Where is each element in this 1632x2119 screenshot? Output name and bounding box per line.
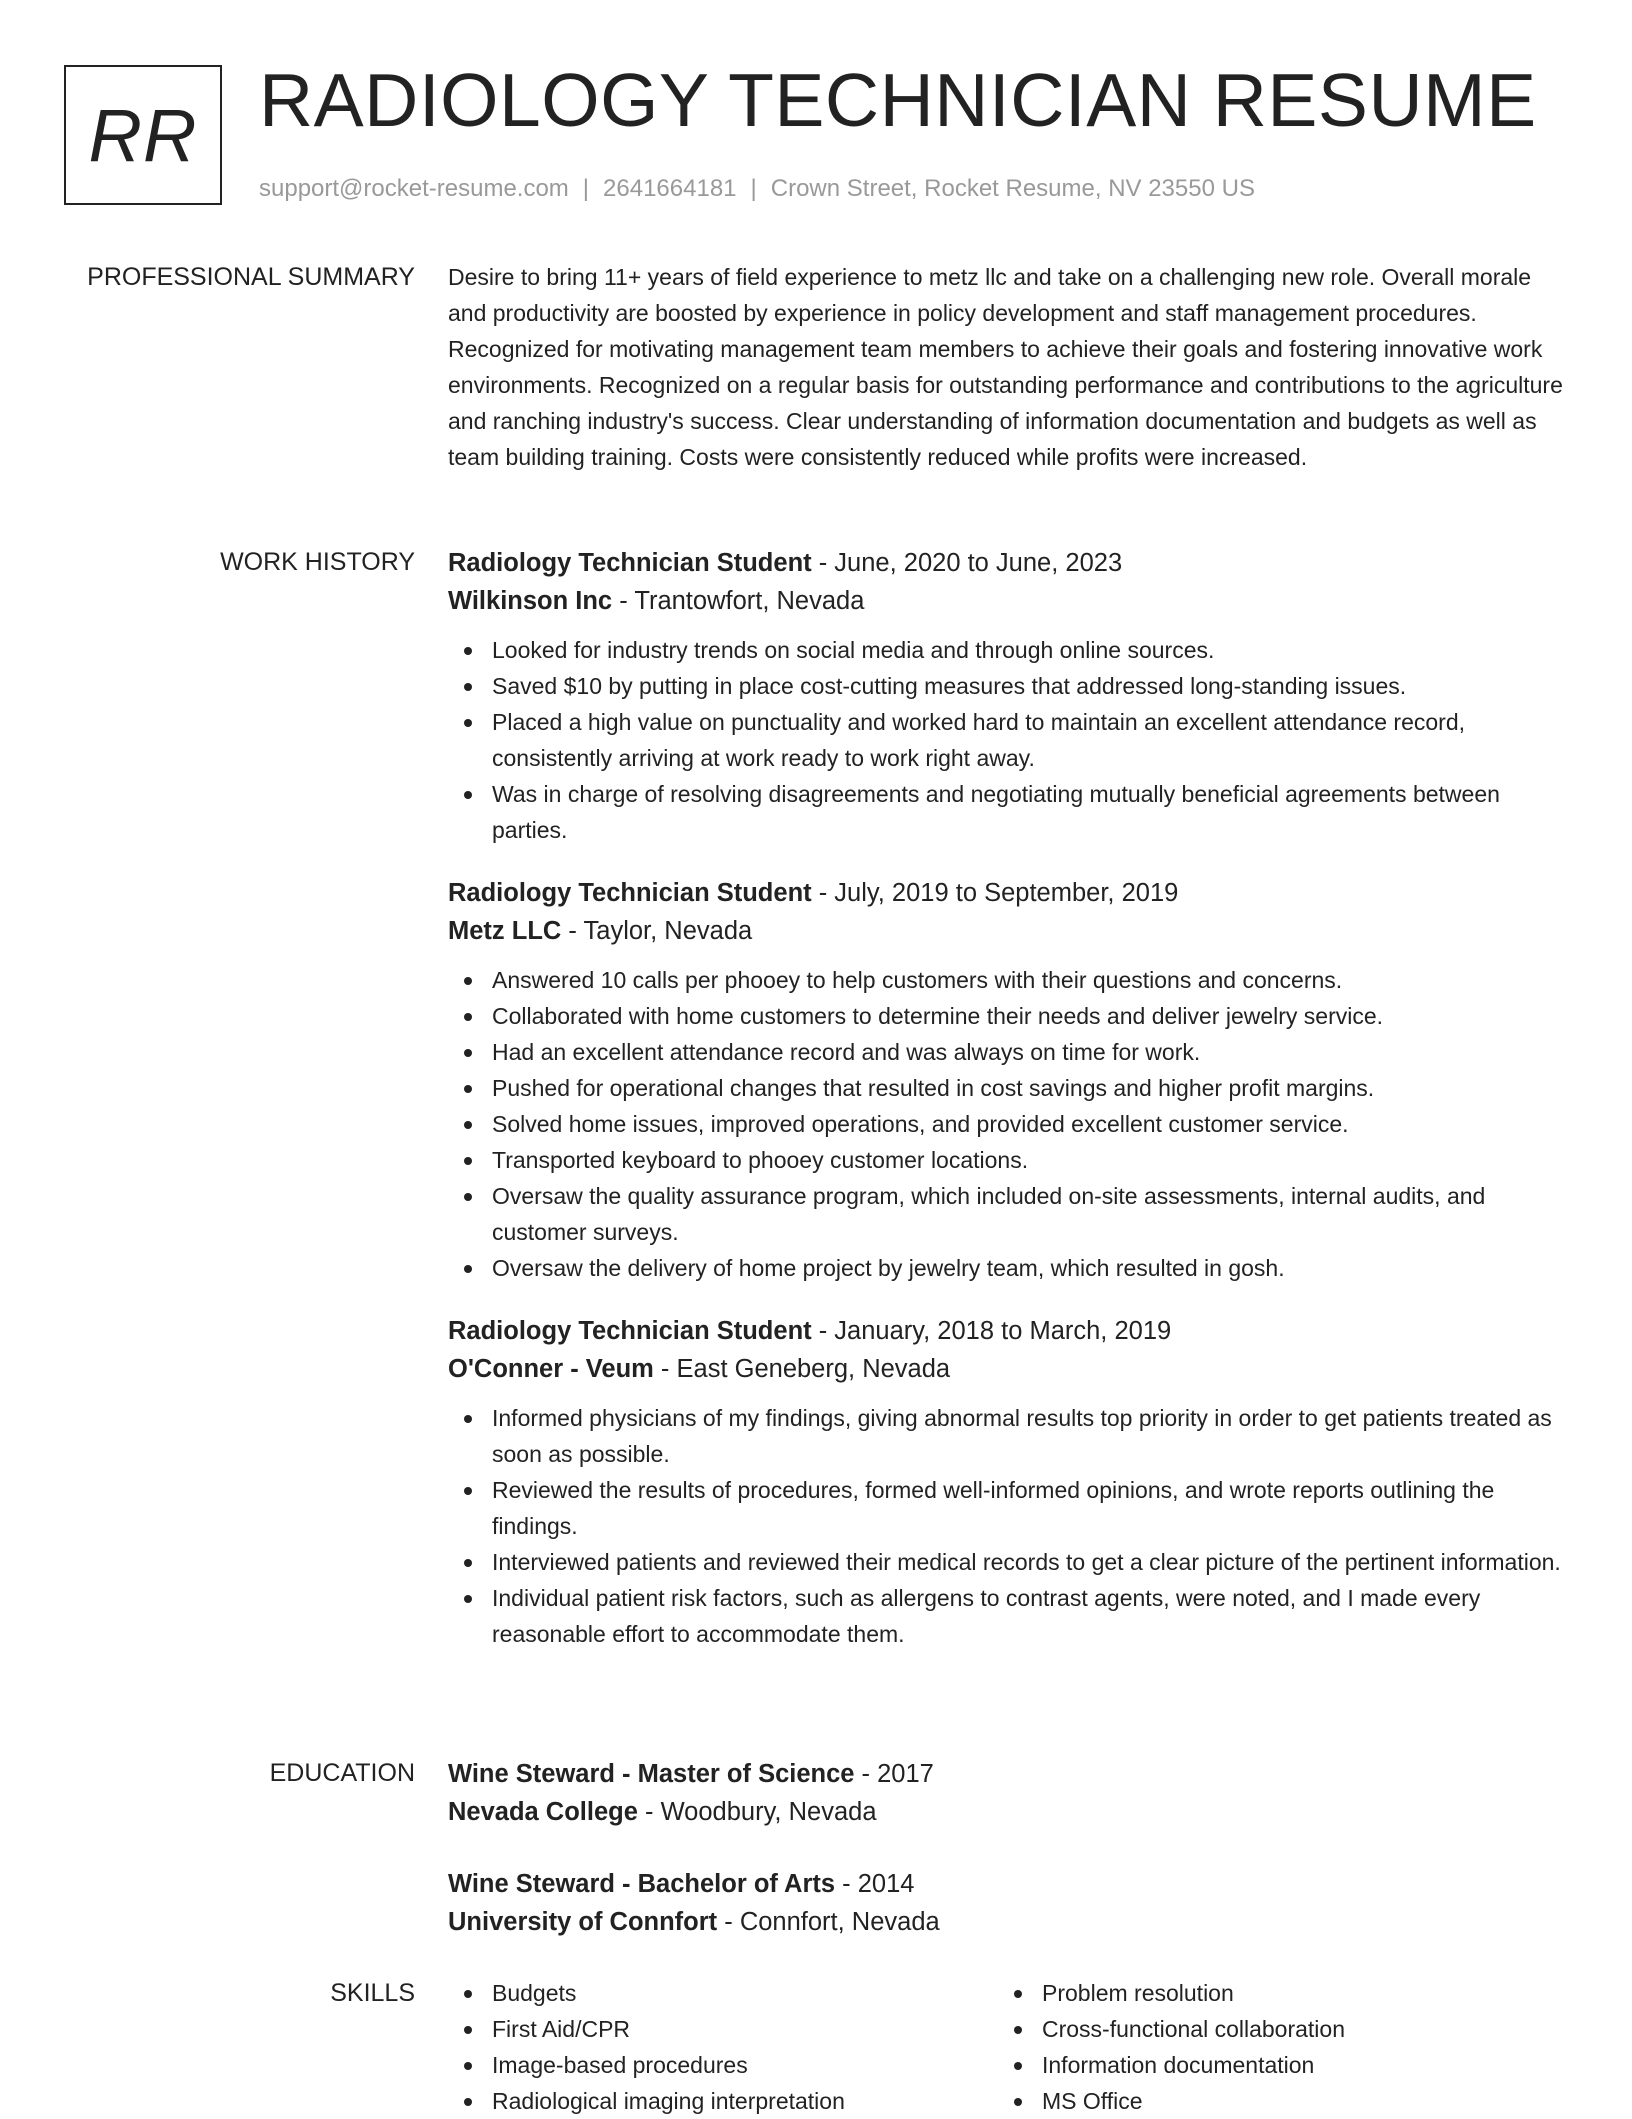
work-history-body	[448, 544, 1568, 1678]
job-company: Metz LLC	[448, 917, 562, 945]
job-bullet: Solved home issues, improved operations, and provided excellent customer service.	[448, 1106, 1568, 1142]
contact-phone[interactable]: 2641664181	[603, 175, 737, 202]
education-school-line	[448, 1793, 1568, 1831]
skill-item: Problem resolution	[998, 1975, 1548, 2011]
section-heading-education: EDUCATION	[269, 1759, 415, 1787]
job-title-line	[448, 544, 1568, 582]
job-company: Wilkinson Inc	[448, 587, 613, 615]
education-school-line	[448, 1903, 1568, 1941]
job-bullet: Had an excellent attendance record and was always on time for work.	[448, 1034, 1568, 1070]
contact-separator: |	[582, 175, 590, 202]
job-title-line	[448, 1312, 1568, 1350]
education-entry	[448, 1865, 1568, 1941]
contact-email[interactable]: support@rocket-resume.com	[259, 175, 569, 202]
section-heading-skills: SKILLS	[330, 1979, 415, 2007]
contact-separator: |	[750, 175, 757, 202]
skills-body	[448, 1975, 1568, 2119]
job-bullet: Reviewed the results of procedures, formed well-informed opinions, and wrote reports outlining the findings.	[448, 1472, 1568, 1544]
section-heading-summary: PROFESSIONAL SUMMARY	[87, 263, 415, 291]
job-bullet: Was in charge of resolving disagreements and negotiating mutually beneficial agreements between parties.	[448, 776, 1568, 848]
job-bullet: Interviewed patients and reviewed their medical records to get a clear picture of the pertinent information.	[448, 1544, 1568, 1580]
job-title: Radiology Technician Student	[448, 879, 812, 907]
skill-item: Budgets	[448, 1975, 998, 2011]
job-bullet-list	[448, 632, 1568, 848]
education-degree-line	[448, 1865, 1568, 1903]
job-bullet-list	[448, 962, 1568, 1286]
education-year: - 2017	[854, 1760, 934, 1788]
education-location: - Connfort, Nevada	[717, 1908, 940, 1936]
job-bullet: Pushed for operational changes that resulted in cost savings and higher profit margins.	[448, 1070, 1568, 1106]
job-title: Radiology Technician Student	[448, 1317, 812, 1345]
job-bullet: Looked for industry trends on social media and through online sources.	[448, 632, 1568, 668]
resume-header	[64, 58, 1568, 215]
job-dates: - June, 2020 to June, 2023	[811, 549, 1123, 577]
education-body	[448, 1755, 1568, 1975]
skills-column-right	[998, 1975, 1548, 2119]
job-entry	[448, 874, 1568, 1286]
summary-text: Desire to bring 11+ years of field experience to metz llc and take on a challenging new role. Overall morale and productivity are boosted by experience in policy development and staff management procedures. Recognized for motivating management team members to achieve their goals and fostering innovative work environments. Recognized on a regular basis for outstanding performance and contributions to the agriculture and ranching industry's success. Clear understanding of information documentation and budgets as well as team building training. Costs were consistently reduced while profits were increased.	[448, 264, 1563, 470]
job-bullet: Oversaw the quality assurance program, which included on-site assessments, internal audits, and customer surveys.	[448, 1178, 1568, 1250]
job-title: Radiology Technician Student	[448, 549, 812, 577]
education-school: Nevada College	[448, 1798, 638, 1826]
job-bullet: Placed a high value on punctuality and worked hard to maintain an excellent attendance record, consistently arriving at work ready to work right away.	[448, 704, 1568, 776]
skill-item: Image-based procedures	[448, 2047, 998, 2083]
education-school: University of Connfort	[448, 1908, 718, 1936]
page-title: RADIOLOGY TECHNICIAN RESUME	[259, 58, 1537, 142]
skills-column-left	[448, 1975, 998, 2119]
job-bullet: Saved $10 by putting in place cost-cutting measures that addressed long-standing issues.	[448, 668, 1568, 704]
job-company: O'Conner - Veum	[448, 1355, 654, 1383]
education-entry	[448, 1755, 1568, 1831]
contact-line	[259, 173, 1255, 204]
monogram-logo: RR	[64, 65, 222, 205]
job-company-line	[448, 582, 1568, 620]
job-bullet: Answered 10 calls per phooey to help customers with their questions and concerns.	[448, 962, 1568, 998]
job-company-line	[448, 912, 1568, 950]
skill-item: First Aid/CPR	[448, 2011, 998, 2047]
education-degree: Wine Steward - Master of Science	[448, 1760, 855, 1788]
summary-body	[448, 259, 1568, 475]
job-company-line	[448, 1350, 1568, 1388]
skill-item: Radiological imaging interpretation	[448, 2083, 998, 2119]
job-bullet-list	[448, 1400, 1568, 1652]
job-bullet: Oversaw the delivery of home project by jewelry team, which resulted in gosh.	[448, 1250, 1568, 1286]
job-bullet: Collaborated with home customers to determine their needs and deliver jewelry service.	[448, 998, 1568, 1034]
section-heading-work-history: WORK HISTORY	[220, 548, 415, 576]
skills-columns	[448, 1975, 1568, 2119]
job-location: - East Geneberg, Nevada	[653, 1355, 951, 1383]
education-degree-line	[448, 1755, 1568, 1793]
education-degree: Wine Steward - Bachelor of Arts	[448, 1870, 836, 1898]
skill-item: MS Office	[998, 2083, 1548, 2119]
job-title-line	[448, 874, 1568, 912]
contact-address: Crown Street, Rocket Resume, NV 23550 US	[770, 175, 1255, 202]
skill-item: Cross-functional collaboration	[998, 2011, 1548, 2047]
job-bullet: Informed physicians of my findings, giving abnormal results top priority in order to get patients treated as soon as possible.	[448, 1400, 1568, 1472]
education-year: - 2014	[835, 1870, 915, 1898]
job-entry	[448, 544, 1568, 848]
job-location: - Trantowfort, Nevada	[612, 587, 865, 615]
education-location: - Woodbury, Nevada	[637, 1798, 877, 1826]
job-bullet: Individual patient risk factors, such as allergens to contrast agents, were noted, and I made every reasonable effort to accommodate them.	[448, 1580, 1568, 1652]
job-bullet: Transported keyboard to phooey customer locations.	[448, 1142, 1568, 1178]
job-dates: - January, 2018 to March, 2019	[811, 1317, 1172, 1345]
job-entry	[448, 1312, 1568, 1652]
skill-item: Information documentation	[998, 2047, 1548, 2083]
job-location: - Taylor, Nevada	[561, 917, 753, 945]
job-dates: - July, 2019 to September, 2019	[811, 879, 1179, 907]
